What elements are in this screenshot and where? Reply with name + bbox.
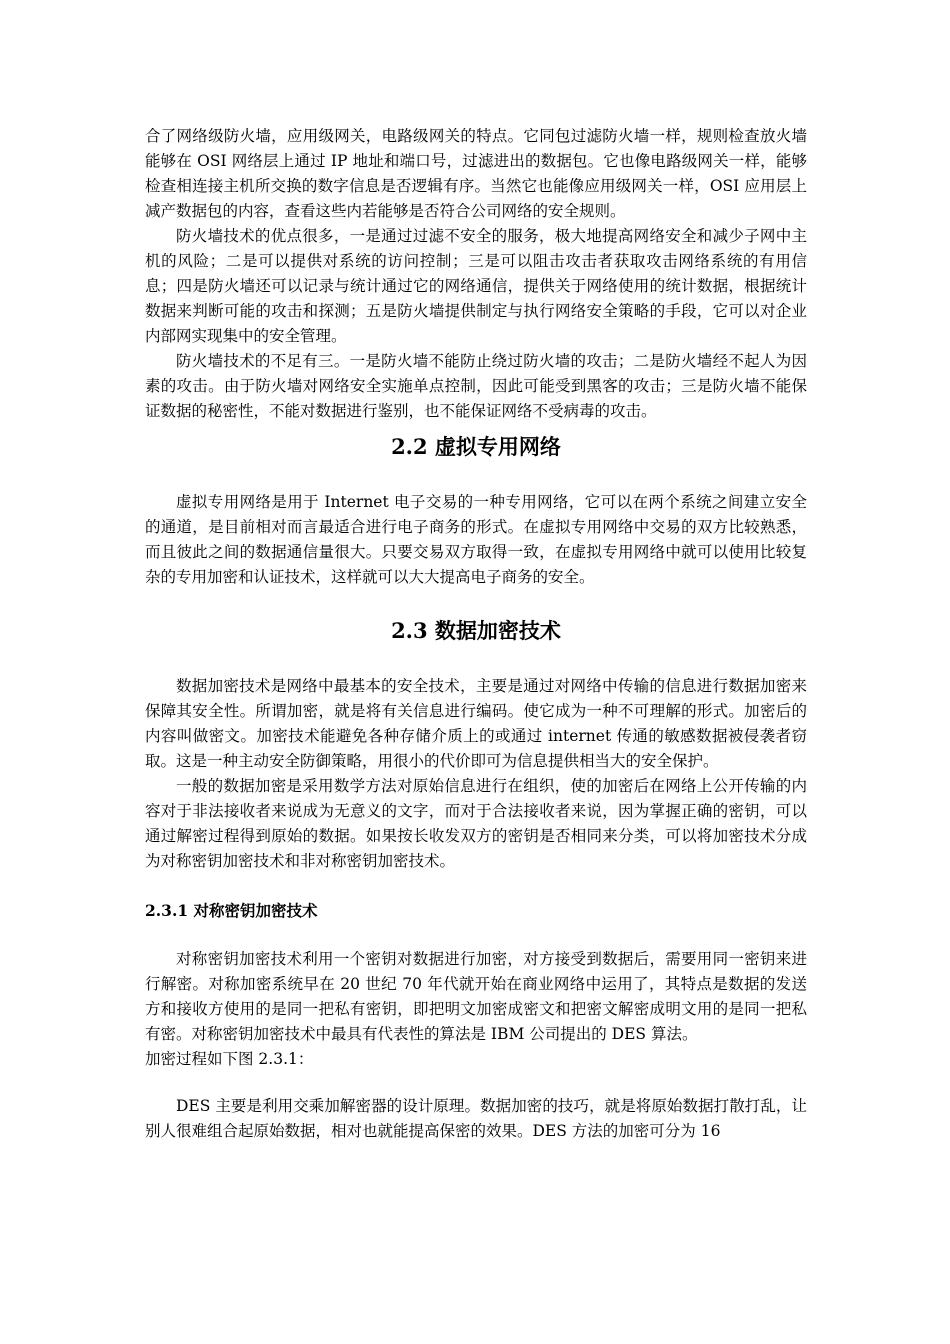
paragraph-vpn: 虚拟专用网络是用于 Internet 电子交易的一种专用网络，它可以在两个系统之间建立安全的通道，是目前相对而言最适合进行电子商务的形式。在虚拟专用网络中交易的双方比较熟悉，而且彼此之间的数据通信量很大。只要交易双方取得一致，在虚拟专用网络中就可以使用比较复杂的专用加密和认证技术，这样就可以大大提高电子商务的安全。 bbox=[145, 493, 807, 586]
figure-caption: 加密过程如下图 2.3.1： bbox=[145, 1050, 314, 1068]
paragraph-firewall-shortcomings: 防火墙技术的不足有三。一是防火墙不能防止绕过防火墙的攻击；二是防火墙经不起人为因素的攻击。由于防火墙对网络安全实施单点控制，因此可能受到黑客的攻击；三是防火墙不能保证数据的秘密性，不能对数据进行鉴别，也不能保证网络不受病毒的攻击。 bbox=[145, 352, 807, 420]
paragraph-des: DES 主要是利用交乘加解密器的设计原理。数据加密的技巧，就是将原始数据打散打乱，让别人很难组合起原始数据，相对也就能提高保密的效果。DES 方法的加密可分为 16 bbox=[145, 1097, 807, 1140]
heading-2-3: 2.3 数据加密技术 bbox=[391, 618, 561, 643]
paragraph-encryption-general: 一般的数据加密是采用数学方法对原始信息进行在组织，使的加密后在网络上公开传输的内容对于非法接收者来说成为无意义的文字，而对于合法接收者来说，因为掌握正确的密钥，可以通过解密过程得到原始的数据。如果按长收发双方的密钥是否相同来分类，可以将加密技术分成为对称密钥加密技术和非对称密钥加密技术。 bbox=[145, 777, 807, 870]
paragraph-firewall-advantages: 防火墙技术的优点很多，一是通过过滤不安全的服务，极大地提高网络安全和减少子网中主机的风险；二是可以提供对系统的访问控制；三是可以阻击攻击者获取攻击网络系统的有用信息；四是防火墙还可以记录与统计通过它的网络通信，提供关于网络使用的统计数据，根据统计数据来判断可能的攻击和探测；五是防火墙提供制定与执行网络安全策略的手段，它可以对企业内部网实现集中的安全管理。 bbox=[145, 227, 807, 345]
paragraph-encryption-intro: 数据加密技术是网络中最基本的安全技术，主要是通过对网络中传输的信息进行数据加密来保障其安全性。所谓加密，就是将有关信息进行编码。使它成为一种不可理解的形式。加密后的内容叫做密文。加密技术能避免各种存储介质上的或通过 internet 传通的敏感数据被侵袭者窃取。这是一种主动安全防御策略，用很小的代价即可为信息提供相当大的安全保护。 bbox=[145, 677, 807, 770]
heading-2-2: 2.2 虚拟专用网络 bbox=[391, 434, 561, 459]
heading-2-3-1: 2.3.1 对称密钥加密技术 bbox=[145, 901, 318, 920]
paragraph-symmetric-key: 对称密钥加密技术利用一个密钥对数据进行加密，对方接受到数据后，需要用同一密钥来进行解密。对称加密系统早在 20 世纪 70 年代就开始在商业网络中运用了，其特点是数据的发送方和接收方使用的是同一把私有密钥，即把明文加密成密文和把密文解密成明文用的是同一把私有密。对称密钥加密技术中最具有代表性的算法是 IBM 公司提出的 DES 算法。 bbox=[145, 950, 807, 1043]
paragraph-firewall-continued: 合了网络级防火墙，应用级网关，电路级网关的特点。它同包过滤防火墙一样，规则检查放火墙能够在 OSI 网络层上通过 IP 地址和端口号，过滤进出的数据包。它也像电路级网关一样，能够检查相连接主机所交换的数字信息是否逻辑有序。当然它也能像应用级网关一样，OSI 应用层上减产数据包的内容，查看这些内若能够是否符合公司网络的安全规则。 bbox=[145, 127, 807, 220]
document-body bbox=[145, 124, 807, 1144]
figure-placeholder-gap bbox=[145, 1072, 807, 1094]
